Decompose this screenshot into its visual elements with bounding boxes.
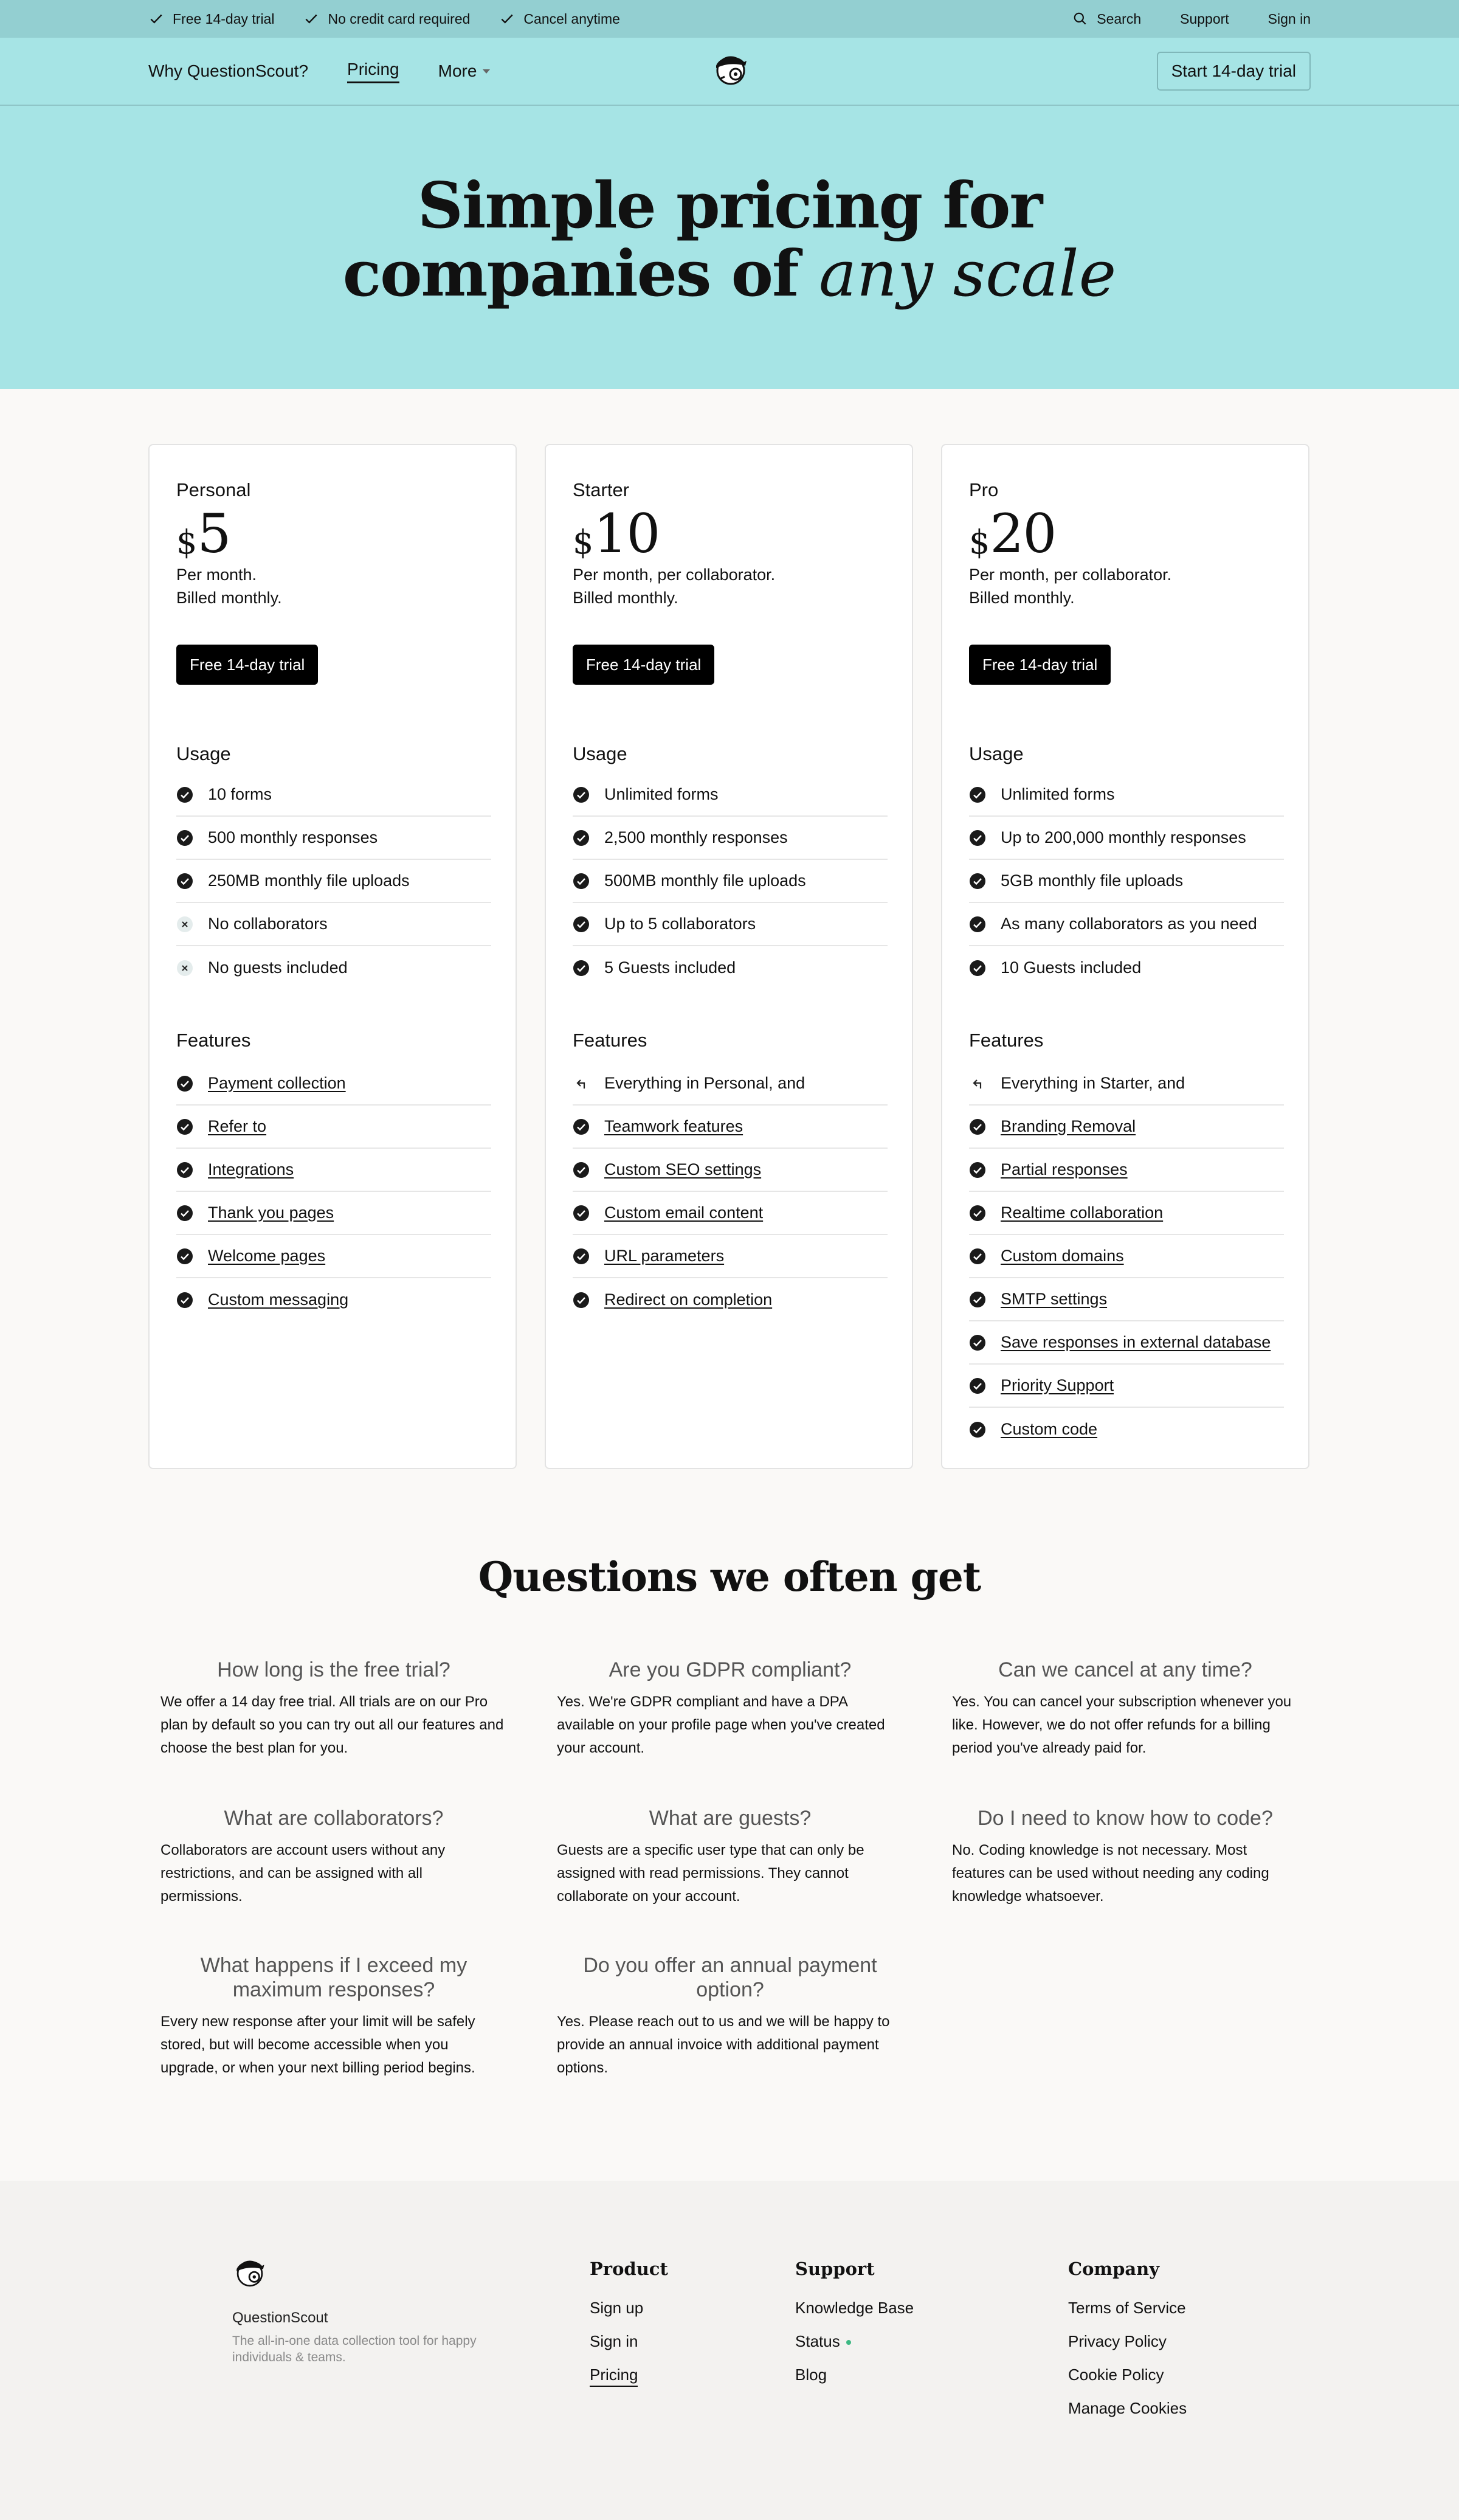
faq-question: What are guests? — [649, 1807, 812, 1830]
hero-section — [0, 106, 1459, 389]
faq-item — [557, 1658, 903, 1760]
check-circle-icon — [176, 1292, 193, 1309]
feature-item — [969, 1235, 1284, 1278]
check-circle-icon — [176, 1075, 193, 1092]
main-nav — [0, 38, 1459, 106]
usage-item-label: 10 forms — [208, 785, 272, 803]
pricing-card-starter — [545, 444, 913, 1469]
feature-link[interactable]: Custom messaging — [208, 1290, 349, 1309]
feature-item — [969, 1365, 1284, 1408]
perk-cancel — [499, 11, 620, 27]
footer-link-manage-cookies[interactable]: Manage Cookies — [1068, 2399, 1187, 2417]
usage-item-label: Unlimited forms — [604, 785, 719, 803]
usage-item — [969, 903, 1284, 946]
feature-item — [969, 1192, 1284, 1235]
feature-link[interactable]: Custom domains — [1001, 1247, 1124, 1265]
usage-item — [573, 903, 888, 946]
usage-item-label: No collaborators — [208, 915, 328, 933]
faq-question: What are collaborators? — [224, 1807, 444, 1830]
search-icon — [1072, 11, 1088, 27]
usage-item — [176, 817, 491, 860]
search-label: Search — [1097, 10, 1142, 27]
hero-title — [0, 168, 1459, 311]
hero-title-line1: Simple pricing for — [417, 168, 1042, 243]
usage-item-label: 5 Guests included — [604, 958, 736, 977]
usage-item — [176, 774, 491, 817]
price-currency: $ — [176, 523, 198, 561]
feature-item — [573, 1062, 888, 1106]
footer-company-column — [1068, 2259, 1187, 2434]
feature-link[interactable]: Welcome pages — [208, 1247, 326, 1265]
feature-link[interactable]: Priority Support — [1001, 1376, 1114, 1394]
price-note-line: Per month, per collaborator. — [573, 566, 776, 584]
faq-question: Are you GDPR compliant? — [609, 1658, 852, 1681]
faq-answer: Every new response after your limit will be safely stored, but will become accessible when you upgrade, or when your next billing period begins. — [160, 2013, 475, 2076]
footer-link-label: Status — [795, 2332, 840, 2350]
footer-support-column — [795, 2259, 914, 2400]
price-note — [573, 563, 888, 609]
feature-item — [969, 1106, 1284, 1149]
footer-link-blog[interactable]: Blog — [795, 2366, 827, 2384]
nav-more-label: More — [438, 61, 477, 80]
faq-item — [160, 1806, 507, 1908]
free-trial-button[interactable]: Free 14-day trial — [969, 645, 1111, 685]
usage-list — [969, 774, 1284, 989]
usage-item — [573, 817, 888, 860]
search-link[interactable] — [1072, 11, 1141, 27]
check-circle-icon — [969, 829, 986, 846]
footer-product-column — [590, 2259, 668, 2400]
plan-name: Pro — [969, 479, 999, 500]
check-icon — [303, 11, 319, 27]
faq-question: What happens if I exceed my maximum responses? — [200, 1954, 467, 2001]
usage-heading: Usage — [176, 743, 231, 764]
price-note-line: Billed monthly. — [573, 589, 678, 607]
faq-answer: Guests are a specific user type that can only be assigned with read permissions. They cannot collaborate on your account. — [557, 1842, 864, 1905]
feature-link[interactable]: Custom email content — [604, 1203, 764, 1222]
faq-item — [557, 1806, 903, 1908]
check-circle-icon — [573, 829, 590, 846]
price-note-line: Billed monthly. — [176, 589, 282, 607]
feature-link[interactable]: Custom SEO settings — [604, 1160, 762, 1179]
usage-item-label: 500MB monthly file uploads — [604, 871, 806, 890]
check-circle-icon — [969, 1377, 986, 1394]
status-indicator-dot — [846, 2340, 851, 2345]
features-list — [969, 1062, 1284, 1451]
footer-link-privacy[interactable]: Privacy Policy — [1068, 2332, 1167, 2350]
faq-item — [160, 1953, 507, 2080]
questionscout-logo-icon[interactable] — [232, 2255, 267, 2290]
check-circle-icon — [573, 1161, 590, 1179]
usage-item-label: 5GB monthly file uploads — [1001, 871, 1184, 890]
pricing-card-content — [573, 479, 888, 1321]
usage-item — [573, 860, 888, 903]
nav-more-dropdown[interactable] — [438, 61, 491, 81]
usage-item-label: Up to 200,000 monthly responses — [1001, 828, 1246, 846]
check-circle-icon — [969, 1248, 986, 1265]
feature-link[interactable]: Teamwork features — [604, 1117, 743, 1135]
faq-answer: Yes. We're GDPR compliant and have a DPA available on your profile page when you've created your account. — [557, 1694, 885, 1756]
check-circle-icon — [573, 873, 590, 890]
usage-item — [573, 946, 888, 989]
usage-item-label: 10 Guests included — [1001, 958, 1142, 977]
faq-question: How long is the free trial? — [217, 1658, 450, 1681]
perk-no-card — [303, 11, 470, 27]
check-circle-icon — [573, 1118, 590, 1135]
footer-link-status[interactable] — [795, 2333, 914, 2367]
usage-heading: Usage — [969, 743, 1024, 764]
faq-item — [952, 1658, 1299, 1760]
return-arrow-icon — [969, 1075, 986, 1092]
faq-question: Do you offer an annual payment option? — [583, 1954, 877, 2001]
pricing-card-pro — [941, 444, 1309, 1469]
feature-item — [176, 1062, 491, 1106]
usage-item — [176, 946, 491, 989]
faq-answer: Collaborators are account users without any restrictions, and can be assigned with all permissions. — [160, 1842, 446, 1905]
perk-free-trial — [148, 11, 274, 27]
feature-link[interactable]: Payment collection — [208, 1074, 346, 1092]
footer-brand-name: QuestionScout — [232, 2310, 328, 2326]
footer-link-label: Pricing — [590, 2366, 638, 2387]
feature-link[interactable]: Save responses in external database — [1001, 1333, 1271, 1351]
feature-item — [176, 1235, 491, 1278]
nav-links — [148, 38, 490, 105]
price-note — [969, 563, 1284, 609]
check-circle-icon — [176, 1248, 193, 1265]
check-circle-icon — [573, 916, 590, 933]
usage-item — [969, 774, 1284, 817]
check-circle-icon — [573, 1292, 590, 1309]
usage-item-label: 500 monthly responses — [208, 828, 378, 846]
feature-item — [176, 1106, 491, 1149]
feature-item — [176, 1278, 491, 1321]
price-currency: $ — [573, 523, 594, 561]
perk-label: No credit card required — [328, 10, 471, 27]
usage-list — [573, 774, 888, 989]
usage-list — [176, 774, 491, 989]
footer-tagline: The all-in-one data collection tool for happy individuals & teams. — [232, 2334, 477, 2364]
price-amount: 10 — [593, 502, 660, 565]
price-amount: 5 — [197, 502, 230, 565]
plan-price — [176, 502, 491, 565]
perks-list — [148, 0, 620, 38]
check-icon — [499, 11, 515, 27]
feature-link[interactable]: Integrations — [208, 1160, 294, 1179]
usage-item-label: As many collaborators as you need — [1001, 915, 1257, 933]
check-circle-icon — [969, 1421, 986, 1438]
footer-link-signin[interactable]: Sign in — [590, 2332, 638, 2350]
faq-title: Questions we often get — [478, 1553, 981, 1601]
plan-name: Starter — [573, 479, 630, 500]
features-list — [573, 1062, 888, 1321]
check-circle-icon — [573, 786, 590, 803]
usage-item-label: No guests included — [208, 958, 348, 977]
x-circle-icon — [176, 960, 193, 977]
free-trial-button[interactable]: Free 14-day trial — [176, 645, 318, 685]
check-circle-icon — [969, 786, 986, 803]
check-circle-icon — [176, 873, 193, 890]
faq-item — [952, 1806, 1299, 1908]
usage-item-label: 2,500 monthly responses — [604, 828, 788, 846]
price-currency: $ — [969, 523, 990, 561]
feature-item — [176, 1192, 491, 1235]
footer — [0, 2181, 1459, 2520]
feature-item — [969, 1278, 1284, 1321]
footer-link-terms[interactable]: Terms of Service — [1068, 2299, 1186, 2317]
hero-title-script: any scale — [818, 237, 1117, 311]
features-heading: Features — [176, 1030, 251, 1051]
check-circle-icon — [573, 1205, 590, 1222]
footer-column-title: Company — [1068, 2259, 1160, 2279]
nav-why-link[interactable]: Why QuestionScout? — [148, 61, 309, 80]
check-circle-icon — [969, 1334, 986, 1351]
check-circle-icon — [573, 960, 590, 977]
feature-item — [573, 1149, 888, 1192]
check-circle-icon — [176, 1205, 193, 1222]
faq-answer: No. Coding knowledge is not necessary. Most features can be used without needing any coding knowledge whatsoever. — [952, 1842, 1269, 1905]
pricing-card-content — [969, 479, 1284, 1451]
check-circle-icon — [176, 1161, 193, 1179]
features-heading: Features — [969, 1030, 1044, 1051]
perk-label: Free 14-day trial — [173, 10, 275, 27]
feature-item — [969, 1408, 1284, 1451]
footer-column-title: Product — [590, 2259, 668, 2279]
footer-link-pricing[interactable] — [590, 2367, 668, 2400]
feature-link[interactable]: SMTP settings — [1001, 1290, 1108, 1308]
usage-item — [969, 946, 1284, 989]
faq-question: Do I need to know how to code? — [978, 1807, 1273, 1830]
features-list — [176, 1062, 491, 1321]
return-arrow-icon — [573, 1075, 590, 1092]
usage-item-label: 250MB monthly file uploads — [208, 871, 410, 890]
pricing-card-content — [176, 479, 491, 1321]
feature-item — [573, 1192, 888, 1235]
check-circle-icon — [969, 1161, 986, 1179]
feature-link[interactable]: Partial responses — [1001, 1160, 1128, 1179]
chevron-down-icon — [483, 69, 490, 74]
usage-item — [176, 860, 491, 903]
check-circle-icon — [176, 786, 193, 803]
faq-answer: Yes. You can cancel your subscription whenever you like. However, we do not offer refunds for a billing period you've already paid for. — [952, 1694, 1292, 1756]
perk-label: Cancel anytime — [523, 10, 620, 27]
check-circle-icon — [969, 1205, 986, 1222]
check-circle-icon — [176, 1118, 193, 1135]
check-circle-icon — [969, 1291, 986, 1308]
start-trial-button[interactable]: Start 14-day trial — [1157, 52, 1311, 91]
feature-link[interactable]: Branding Removal — [1001, 1117, 1136, 1135]
feature-item — [573, 1235, 888, 1278]
usage-item — [573, 774, 888, 817]
usage-heading: Usage — [573, 743, 627, 764]
feature-link[interactable]: Refer to — [208, 1117, 267, 1135]
feature-label: Everything in Starter, and — [1001, 1074, 1185, 1092]
faq-item — [160, 1658, 507, 1760]
price-note-line: Per month. — [176, 566, 257, 584]
check-circle-icon — [176, 829, 193, 846]
usage-item — [969, 817, 1284, 860]
check-circle-icon — [969, 1118, 986, 1135]
feature-link[interactable]: Redirect on completion — [604, 1290, 773, 1309]
price-note — [176, 563, 491, 609]
feature-item — [969, 1149, 1284, 1192]
plan-price — [969, 502, 1284, 565]
feature-item — [969, 1062, 1284, 1106]
footer-column-title: Support — [795, 2259, 875, 2279]
faq-question: Can we cancel at any time? — [998, 1658, 1252, 1681]
check-icon — [148, 11, 164, 27]
features-heading: Features — [573, 1030, 647, 1051]
check-circle-icon — [969, 916, 986, 933]
price-note-line: Billed monthly. — [969, 589, 1075, 607]
top-announcement-bar — [0, 0, 1459, 38]
feature-link[interactable]: Realtime collaboration — [1001, 1203, 1164, 1222]
nav-pricing-link[interactable]: Pricing — [347, 60, 399, 83]
free-trial-button[interactable]: Free 14-day trial — [573, 645, 714, 685]
usage-item-label: Unlimited forms — [1001, 785, 1115, 803]
support-link[interactable]: Support — [1180, 10, 1229, 27]
hero-title-line2: companies of — [342, 236, 819, 311]
faq-answer: We offer a 14 day free trial. All trials are on our Pro plan by default so you can try out all our features and choose the best plan for you. — [160, 1694, 504, 1756]
faq-answer: Yes. Please reach out to us and we will be happy to provide an annual invoice with additional payment options. — [557, 2013, 890, 2076]
feature-link[interactable]: Custom code — [1001, 1420, 1098, 1438]
signin-link[interactable]: Sign in — [1268, 10, 1311, 27]
check-circle-icon — [969, 960, 986, 977]
feature-item — [573, 1278, 888, 1321]
footer-link-knowledge-base[interactable]: Knowledge Base — [795, 2299, 914, 2317]
price-amount: 20 — [990, 502, 1056, 565]
usage-item-label: Up to 5 collaborators — [604, 915, 756, 933]
questionscout-logo-icon[interactable] — [711, 50, 750, 89]
usage-item — [176, 903, 491, 946]
feature-item — [969, 1321, 1284, 1365]
x-circle-icon — [176, 916, 193, 933]
usage-item — [969, 860, 1284, 903]
check-circle-icon — [969, 873, 986, 890]
footer-link-cookie-policy[interactable]: Cookie Policy — [1068, 2366, 1164, 2384]
price-note-line: Per month, per collaborator. — [969, 566, 1172, 584]
feature-link[interactable]: Thank you pages — [208, 1203, 334, 1222]
plan-name: Personal — [176, 479, 251, 500]
plan-price — [573, 502, 888, 565]
feature-label: Everything in Personal, and — [604, 1074, 805, 1092]
feature-item — [573, 1106, 888, 1149]
check-circle-icon — [573, 1248, 590, 1265]
feature-item — [176, 1149, 491, 1192]
top-utility-links — [1072, 0, 1311, 38]
feature-link[interactable]: URL parameters — [604, 1247, 725, 1265]
faq-item — [557, 1953, 903, 2080]
pricing-card-personal — [148, 444, 517, 1469]
footer-link-signup[interactable]: Sign up — [590, 2299, 644, 2317]
